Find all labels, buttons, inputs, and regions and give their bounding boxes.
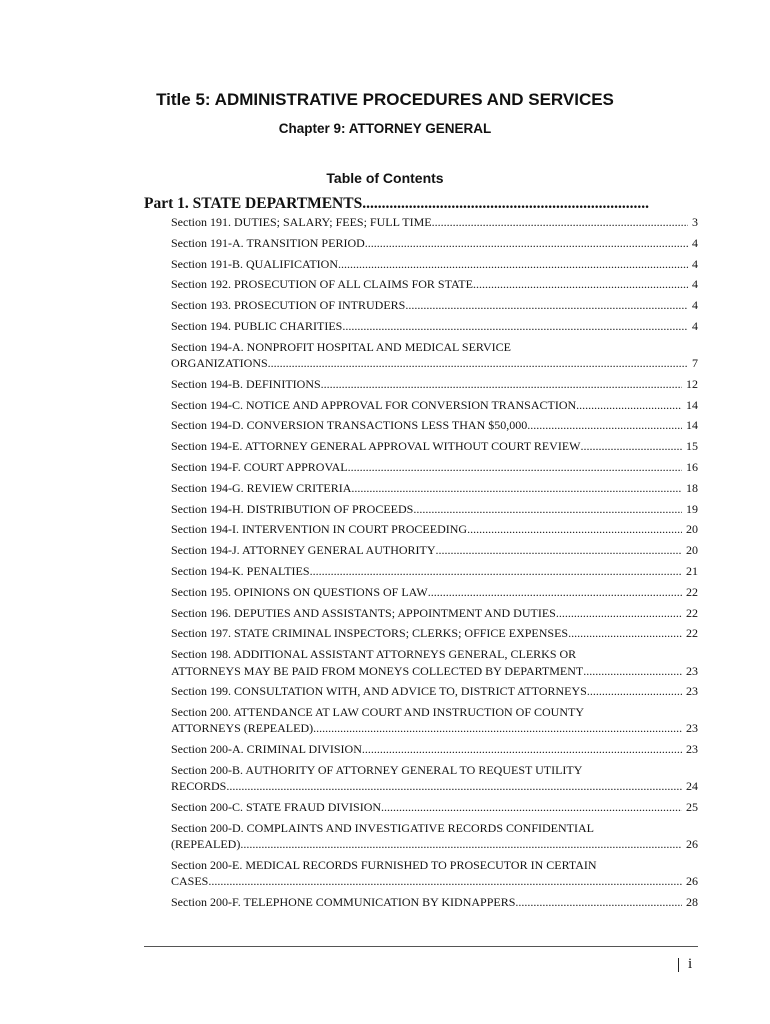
toc-entry-title: Section 192. PROSECUTION OF ALL CLAIMS FOR STATE — [171, 277, 473, 292]
toc-entry-title: Section 199. CONSULTATION WITH, AND ADVICE TO, DISTRICT ATTORNEYS — [171, 684, 587, 699]
toc-entry-title-line: Section 200-B. AUTHORITY OF ATTORNEY GENERAL TO REQUEST UTILITY — [171, 763, 583, 778]
toc-entry[interactable] — [171, 459, 698, 475]
toc-entry[interactable] — [171, 584, 698, 600]
toc-entry-title: Section 194-H. DISTRIBUTION OF PROCEEDS — [171, 501, 414, 516]
dot-leader — [568, 625, 682, 641]
page-number-value: i — [688, 956, 693, 972]
toc-entry-page: 23 — [686, 721, 698, 736]
toc-entry[interactable] — [171, 820, 698, 853]
toc-entry-title: ATTORNEYS MAY BE PAID FROM MONEYS COLLECTED BY DEPARTMENT — [171, 663, 584, 678]
toc-entry-page: 14 — [686, 418, 698, 433]
toc-entry-page: 25 — [686, 800, 698, 815]
dot-leader — [583, 663, 682, 679]
toc-entry-page: 15 — [686, 439, 698, 454]
toc-entry-page: 4 — [692, 256, 698, 271]
dot-leader — [342, 318, 688, 334]
toc-entry[interactable] — [171, 646, 698, 679]
dot-leader — [473, 276, 688, 292]
toc-entry-page: 14 — [686, 397, 698, 412]
toc-entry-page: 4 — [692, 277, 698, 292]
toc-entry-page: 23 — [686, 684, 698, 699]
toc-entry-title: ORGANIZATIONS — [171, 356, 268, 371]
chapter-title: Chapter 9: ATTORNEY GENERAL — [278, 121, 492, 136]
toc-entry-title-line: Section 200. ATTENDANCE AT LAW COURT AND INSTRUCTION OF COUNTY — [171, 705, 584, 720]
dot-leader — [413, 501, 682, 517]
toc-entry-page: 20 — [686, 522, 698, 537]
toc-entry-title: Section 196. DEPUTIES AND ASSISTANTS; APPOINTMENT AND DUTIES — [171, 605, 556, 620]
toc-entry[interactable] — [171, 542, 698, 558]
toc-entry[interactable] — [171, 397, 698, 413]
dot-leader — [587, 683, 682, 699]
toc-entry-title: Section 194-D. CONVERSION TRANSACTIONS LESS THAN $50,000 — [171, 418, 528, 433]
toc-entry-page: 12 — [686, 376, 698, 391]
toc-entry-title: RECORDS — [171, 779, 227, 794]
toc-entry-page: 3 — [692, 215, 698, 229]
dot-leader — [313, 720, 682, 736]
toc-entry-page: 18 — [686, 480, 698, 495]
toc-entry[interactable] — [171, 683, 698, 699]
toc-entry-title: Section 194-J. ATTORNEY GENERAL AUTHORITY — [171, 543, 436, 558]
dot-leader — [351, 480, 682, 496]
dot-leader — [381, 799, 682, 815]
toc-entry-page: 26 — [686, 874, 698, 889]
toc-entry[interactable] — [171, 339, 698, 372]
dot-leader — [240, 836, 682, 852]
part-heading[interactable] — [144, 195, 649, 213]
toc-entry[interactable] — [171, 605, 698, 621]
toc-entry-title: Section 197. STATE CRIMINAL INSPECTORS; CLERKS; OFFICE EXPENSES — [171, 626, 569, 641]
toc-entry-page: 22 — [686, 605, 698, 620]
toc-entry-title-line: Section 198. ADDITIONAL ASSISTANT ATTORNEYS GENERAL, CLERKS OR — [171, 647, 577, 662]
dot-leader — [428, 584, 682, 600]
toc-entry-page: 4 — [692, 318, 698, 333]
toc-entry[interactable] — [171, 762, 698, 795]
toc-entry-page: 19 — [686, 501, 698, 516]
dot-leader — [362, 195, 649, 213]
toc-entry[interactable] — [171, 214, 698, 230]
toc-entry[interactable] — [171, 276, 698, 292]
page-number-bar — [678, 958, 679, 972]
dot-leader — [268, 355, 688, 371]
dot-leader — [432, 214, 688, 230]
toc-entry-title: Section 194-C. NOTICE AND APPROVAL FOR CONVERSION TRANSACTION — [171, 397, 577, 412]
toc-entry-title: Section 194-E. ATTORNEY GENERAL APPROVAL WITHOUT COURT REVIEW — [171, 439, 581, 454]
dot-leader — [515, 894, 682, 910]
page-number — [678, 956, 692, 973]
toc-entry[interactable] — [171, 704, 698, 737]
toc-entry-page: 16 — [686, 460, 698, 475]
toc-entry-title: Section 200-C. STATE FRAUD DIVISION — [171, 800, 382, 815]
dot-leader — [405, 297, 688, 313]
toc-entry-title: Section 191. DUTIES; SALARY; FEES; FULL TIME — [171, 215, 432, 229]
toc-entry-title: Section 194-B. DEFINITIONS — [171, 376, 321, 391]
toc-entry-page: 26 — [686, 837, 698, 852]
toc-entry-title: Section 200-F. TELEPHONE COMMUNICATION BY KIDNAPPERS — [171, 895, 516, 910]
toc-entries-list — [171, 214, 698, 915]
toc-entry-title: Section 194-F. COURT APPROVAL — [171, 460, 348, 475]
toc-entry[interactable] — [171, 256, 698, 272]
toc-entry[interactable] — [171, 857, 698, 890]
toc-entry[interactable] — [171, 741, 698, 757]
toc-entry[interactable] — [171, 297, 698, 313]
toc-entry-title: (REPEALED) — [171, 837, 241, 852]
toc-entry-title: Section 193. PROSECUTION OF INTRUDERS — [171, 298, 406, 313]
toc-entry-title: Section 195. OPINIONS ON QUESTIONS OF LAW — [171, 584, 428, 599]
toc-entry-page: 23 — [686, 663, 698, 678]
toc-entry-title: Section 191-A. TRANSITION PERIOD — [171, 235, 365, 250]
dot-leader — [226, 778, 682, 794]
toc-entry[interactable] — [171, 417, 698, 433]
footer-divider — [144, 946, 698, 947]
dot-leader — [467, 521, 682, 537]
toc-entry-page: 22 — [686, 584, 698, 599]
toc-entry-title: CASES — [171, 874, 209, 889]
toc-entry-title-line: Section 194-A. NONPROFIT HOSPITAL AND MEDICAL SERVICE — [171, 339, 511, 354]
toc-entry-page: 4 — [692, 298, 698, 313]
toc-entry[interactable] — [171, 625, 698, 641]
toc-entry-page: 28 — [686, 895, 698, 910]
toc-entry-title: ATTORNEYS (REPEALED) — [171, 721, 314, 736]
dot-leader — [321, 376, 682, 392]
toc-entry-title: Section 194-K. PENALTIES — [171, 564, 310, 579]
toc-entry-page: 21 — [686, 564, 698, 579]
toc-entry[interactable] — [171, 318, 698, 334]
document-title: Title 5: ADMINISTRATIVE PROCEDURES AND SERVICES — [156, 90, 614, 109]
dot-leader — [556, 605, 682, 621]
dot-leader — [436, 542, 682, 558]
toc-entry-title: Section 200-A. CRIMINAL DIVISION — [171, 742, 362, 757]
dot-leader — [338, 256, 688, 272]
toc-entry-title: Section 191-B. QUALIFICATION — [171, 256, 338, 271]
dot-leader — [576, 397, 682, 413]
dot-leader — [365, 235, 688, 251]
dot-leader — [362, 741, 682, 757]
toc-entry-title-line: Section 200-E. MEDICAL RECORDS FURNISHED TO PROSECUTOR IN CERTAIN — [171, 858, 597, 872]
toc-entry[interactable] — [171, 235, 698, 251]
toc-entry-page: 20 — [686, 543, 698, 558]
toc-entry[interactable] — [171, 480, 698, 496]
toc-entry-page: 7 — [692, 356, 698, 371]
toc-heading: Table of Contents — [326, 170, 444, 186]
toc-entry-page: 22 — [686, 626, 698, 641]
part-label: Part 1. STATE DEPARTMENTS — [144, 195, 363, 212]
toc-entry[interactable] — [171, 894, 698, 910]
dot-leader — [581, 438, 683, 454]
toc-entry[interactable] — [171, 521, 698, 537]
toc-entry-page: 24 — [686, 779, 698, 794]
toc-entry[interactable] — [171, 438, 698, 454]
toc-entry[interactable] — [171, 563, 698, 579]
toc-entry[interactable] — [171, 501, 698, 517]
toc-entry-title: Section 194-G. REVIEW CRITERIA — [171, 480, 352, 495]
toc-entry-title: Section 194-I. INTERVENTION IN COURT PROCEEDING — [171, 522, 468, 537]
toc-entry-page: 4 — [692, 235, 698, 250]
dot-leader — [310, 563, 682, 579]
toc-entry-title: Section 194. PUBLIC CHARITIES — [171, 318, 343, 333]
toc-entry[interactable] — [171, 799, 698, 815]
toc-entry[interactable] — [171, 376, 698, 392]
dot-leader — [208, 873, 682, 889]
toc-entry-page: 23 — [686, 742, 698, 757]
dot-leader — [527, 417, 682, 433]
toc-entry-title-line: Section 200-D. COMPLAINTS AND INVESTIGATIVE RECORDS CONFIDENTIAL — [171, 820, 594, 835]
dot-leader — [348, 459, 682, 475]
